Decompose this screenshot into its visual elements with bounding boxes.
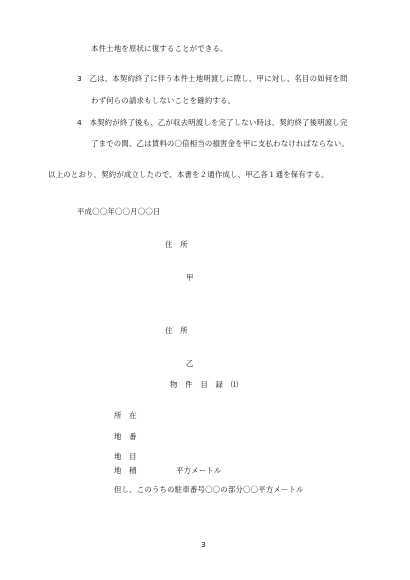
clause-4-line-2: 了までの間、乙は賃料の〇倍相当の損害金を甲に支払わなければならない。 (91, 139, 350, 148)
clause-3-line-2: わず何らの請求もしないことを確約する。 (91, 96, 236, 105)
conclusion-text: 以上のとおり、契約が成立したので、本書を２通作成し、甲乙各１通を保有する。 (48, 170, 329, 179)
property-area-label: 地 積 (114, 466, 137, 475)
clause-3-line-1: 3 乙は、本契約終了に伴う本件土地明渡しに際し、甲に対し、名目の如何を問 (77, 74, 348, 83)
party-b-label: 乙 (186, 359, 194, 368)
property-area-unit: 平方メートル (176, 466, 222, 475)
property-location-label: 所 在 (114, 411, 137, 420)
page-number: 3 (201, 540, 206, 549)
party-a-address-label: 住 所 (165, 240, 188, 249)
clause-2-continuation: 本件土地を原状に復することができる。 (91, 44, 228, 53)
property-area-note: 但し、このうちの駐車番号〇〇の部分〇〇平方メートル (114, 485, 304, 494)
property-lot-number-label: 地 番 (114, 432, 137, 441)
property-land-category-label: 地 目 (114, 452, 137, 461)
party-a-label: 甲 (186, 273, 194, 282)
property-list-title: 物 件 目 録 ⑴ (170, 380, 239, 389)
party-b-address-label: 住 所 (165, 326, 188, 335)
clause-4-line-1: 4 本契約が終了後も、乙が収去明渡しを完了しない時は、契約終了後明渡し完 (77, 118, 348, 127)
contract-date: 平成〇〇年〇〇月〇〇日 (77, 207, 161, 216)
